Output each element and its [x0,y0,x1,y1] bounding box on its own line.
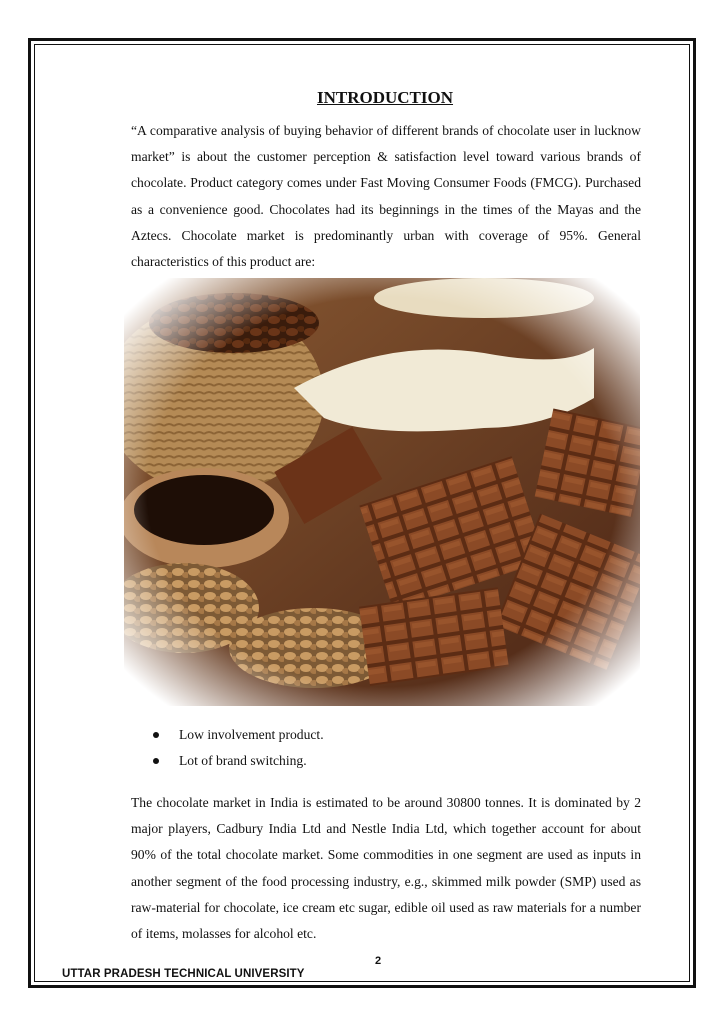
page-title: INTRODUCTION [316,88,454,107]
list-item-text: Low involvement product. [179,727,324,742]
page-number: 2 [375,955,382,967]
bullet-icon [153,732,159,738]
characteristics-list [150,722,324,774]
bullet-icon [153,758,159,764]
chocolate-photo [124,278,640,706]
list-item-text: Lot of brand switching. [179,753,307,768]
market-paragraph: The chocolate market in India is estimated to be around 30800 tonnes. It is dominated by 2 major players, Cadbury India Ltd and Nestle India Ltd, which together account for about 90% of the total chocolate market. Some commodities in one segment are used as inputs in another segment of the food processing industry, e.g., skimmed milk powder (SMP) used as raw-material for chocolate, ice cream etc sugar, edible oil used as raw materials for a number of items, molasses for alcohol etc. [131,795,641,942]
list-item [150,748,324,774]
footer-institution: UTTAR PRADESH TECHNICAL UNIVERSITY [62,968,305,980]
intro-paragraph: “A comparative analysis of buying behavior of different brands of chocolate user in lucknow market” is about the customer perception & satisfaction level toward various brands of chocolate. Product category comes under Fast Moving Consumer Foods (FMCG). Purchased as a convenience good. Chocolates had its beginnings in the times of the Mayas and the Aztecs. Chocolate market is predominantly urban with coverage of 95%. General characteristics of this product are: [131,123,641,270]
list-item [150,722,324,748]
